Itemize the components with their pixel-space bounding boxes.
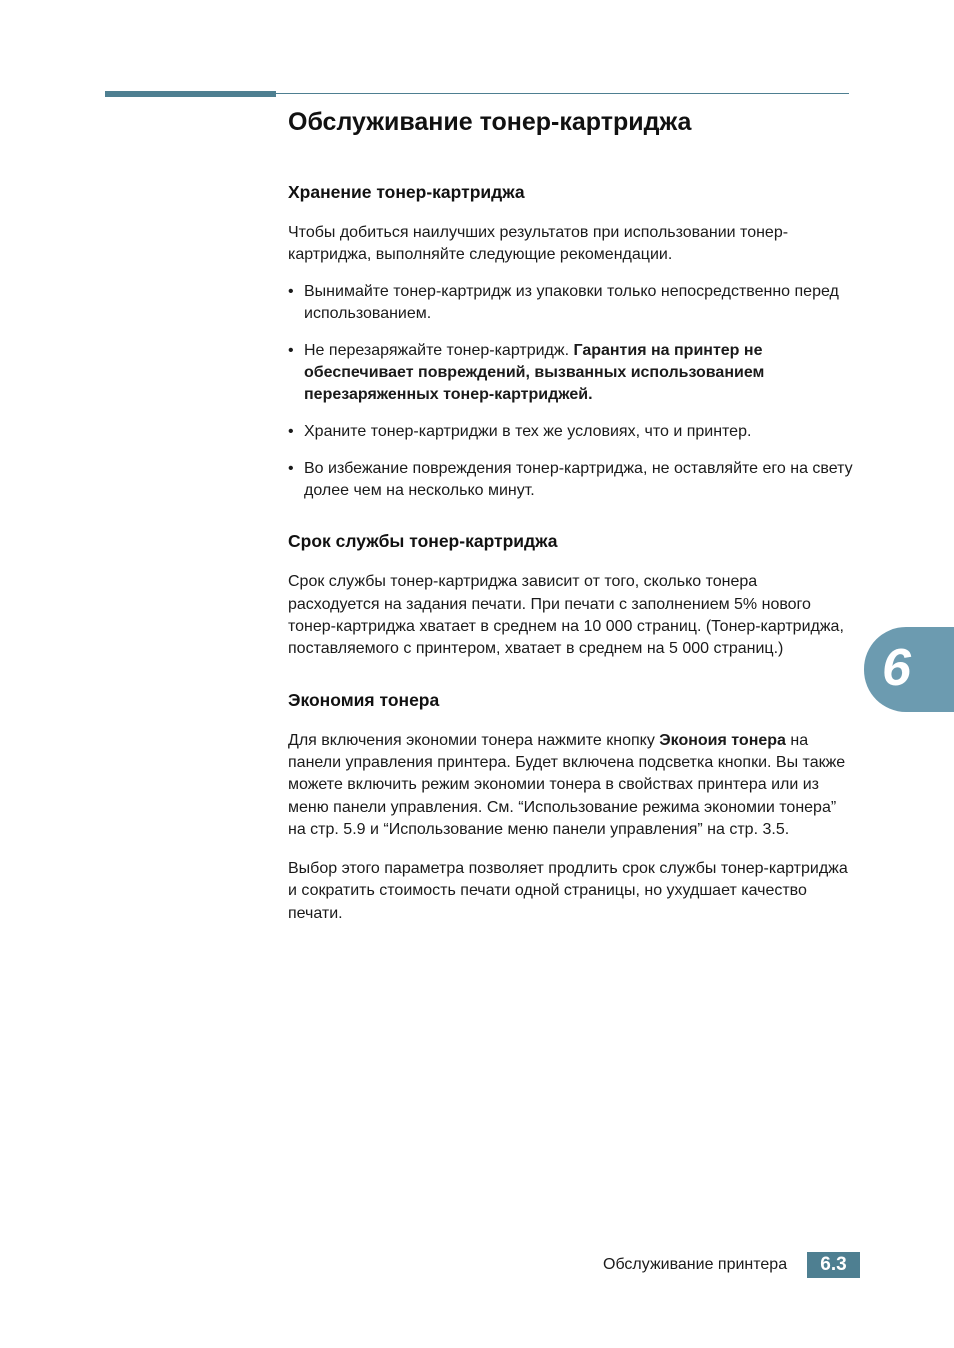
- section-heading-storage: Хранение тонер-картриджа: [288, 182, 525, 202]
- list-item: • Храните тонер-картриджи в тех же условиях, что и принтер.: [288, 421, 853, 443]
- economy-text-start: Для включения экономии тонера нажмите кнопку: [288, 731, 660, 749]
- header-rule: [276, 93, 849, 94]
- page-content: [288, 104, 853, 925]
- toner-save-button-name: Эконоия тонера: [659, 731, 786, 749]
- list-item: • Вынимайте тонер-картридж из упаковки только непосредственно перед использованием.: [288, 281, 853, 326]
- economy-note: Выбор этого параметра позволяет продлить срок службы тонер-картриджа и сократить стоимость печати одной страницы, но ухудшает качество печати.: [288, 860, 848, 922]
- section-heading-life: Срок службы тонер-картриджа: [288, 531, 558, 552]
- page-number-badge: 6.3: [807, 1252, 860, 1278]
- section-heading-economy: Экономия тонера: [288, 689, 440, 710]
- life-text: Срок службы тонер-картриджа зависит от того, сколько тонера расходуется на задания печати. При печати с заполнением 5% нового тонер-картриджа хватает в среднем на 10 000 страниц. (Тонер-картриджа, поставляемого с принтером, хватает в среднем на 5 000 страниц.): [288, 573, 844, 658]
- list-item: • Во избежание повреждения тонер-картриджа, не оставляйте его на свету долее чем на несколько минут.: [288, 458, 853, 503]
- economy-text: [288, 730, 853, 841]
- warranty-note: Гарантия на принтер не обеспечивает повреждений, вызванных использованием перезаряженных тонер-картриджей.: [304, 341, 765, 404]
- economy-text-end: на панели управления принтера. Будет включена подсветка кнопки. Вы также можете включить режим экономии тонера в свойствах принтера или из меню панели управления. См. “Использование режима экономии тонера” на стр. 5.9 и “Использование меню панели управления” на стр. 3.5.: [288, 731, 846, 838]
- list-item-text: Не перезаряжайте тонер-картридж.: [304, 341, 574, 359]
- header-rule-accent: [105, 91, 276, 97]
- storage-intro: Чтобы добиться наилучших результатов при использовании тонер-картриджа, выполняйте следующие рекомендации.: [288, 224, 789, 264]
- storage-list: [288, 281, 853, 503]
- page-title: Обслуживание тонер-картриджа: [288, 108, 692, 136]
- chapter-number: 6: [882, 639, 911, 697]
- footer-section-label: Обслуживание принтера: [603, 1256, 788, 1273]
- chapter-tab: [864, 627, 954, 712]
- list-item: [288, 340, 853, 407]
